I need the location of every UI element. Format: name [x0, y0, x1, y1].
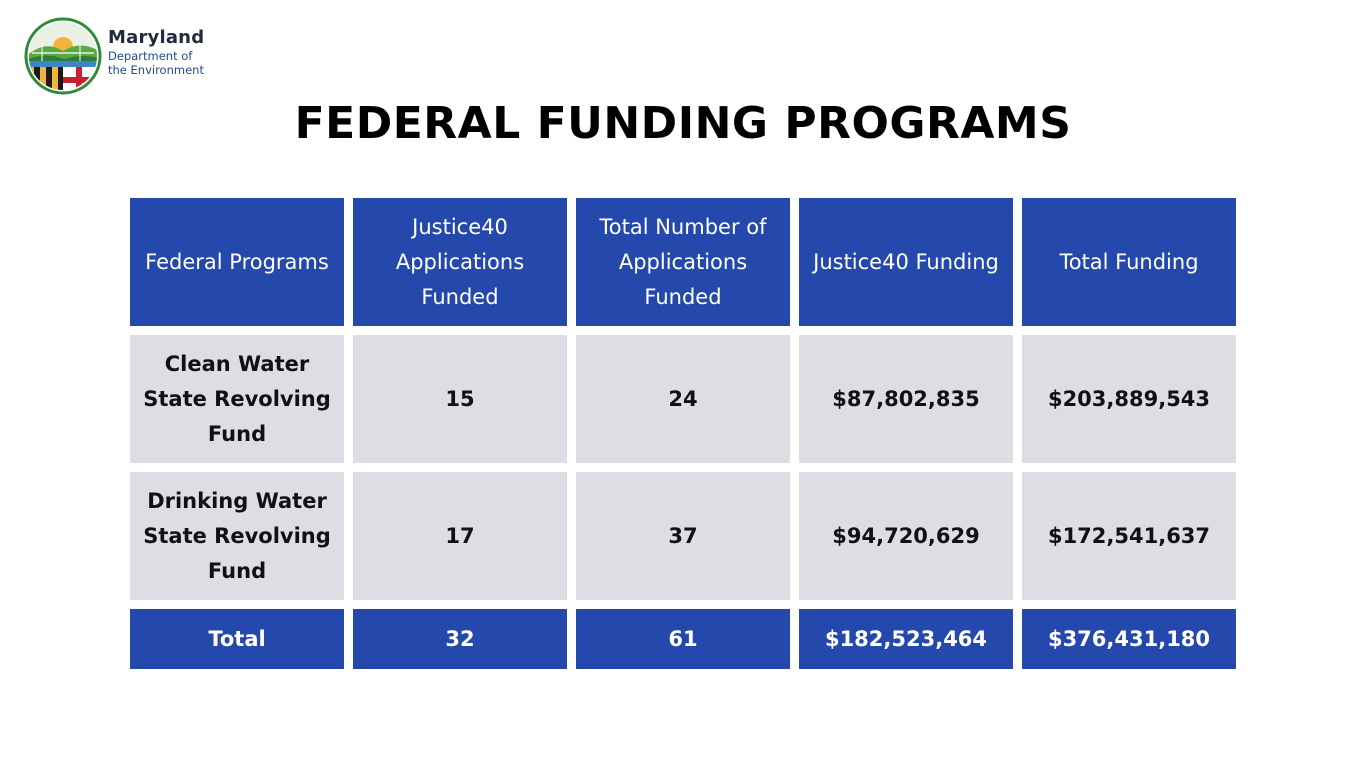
header-justice40-applications: Justice40 Applications Funded	[353, 198, 567, 326]
header-justice40-funding: Justice40 Funding	[799, 198, 1013, 326]
table-total-row	[130, 609, 1236, 669]
program-name-cell: Clean Water State Revolving Fund	[130, 335, 344, 463]
total-funding-sum-cell: $376,431,180	[1022, 609, 1236, 669]
header-total-funding: Total Funding	[1022, 198, 1236, 326]
logo-text	[108, 27, 224, 77]
funding-table	[130, 198, 1236, 669]
logo-name: Maryland	[108, 27, 205, 48]
justice40-funding-cell: $94,720,629	[799, 472, 1013, 600]
header-federal-programs: Federal Programs	[130, 198, 344, 326]
total-applications-cell: 24	[576, 335, 790, 463]
justice40-applications-cell: 15	[353, 335, 567, 463]
mde-logo	[24, 17, 224, 97]
table-row	[130, 335, 1236, 463]
total-justice40-funding-cell: $182,523,464	[799, 609, 1013, 669]
header-total-applications: Total Number of Applications Funded	[576, 198, 790, 326]
justice40-applications-cell: 17	[353, 472, 567, 600]
table-row	[130, 472, 1236, 600]
total-funding-cell: $203,889,543	[1022, 335, 1236, 463]
justice40-funding-cell: $87,802,835	[799, 335, 1013, 463]
total-funding-cell: $172,541,637	[1022, 472, 1236, 600]
table-header-row	[130, 198, 1236, 326]
total-applications-cell: 37	[576, 472, 790, 600]
page-title: FEDERAL FUNDING PROGRAMS	[294, 98, 1072, 149]
total-justice40-applications-cell: 32	[353, 609, 567, 669]
total-label-cell: Total	[130, 609, 344, 669]
program-name-cell: Drinking Water State Revolving Fund	[130, 472, 344, 600]
logo-subtitle-line-1: Department of	[108, 49, 193, 63]
maryland-seal-icon	[24, 17, 102, 95]
total-applications-cell: 61	[576, 609, 790, 669]
logo-subtitle-line-2: the Environment	[108, 63, 204, 77]
